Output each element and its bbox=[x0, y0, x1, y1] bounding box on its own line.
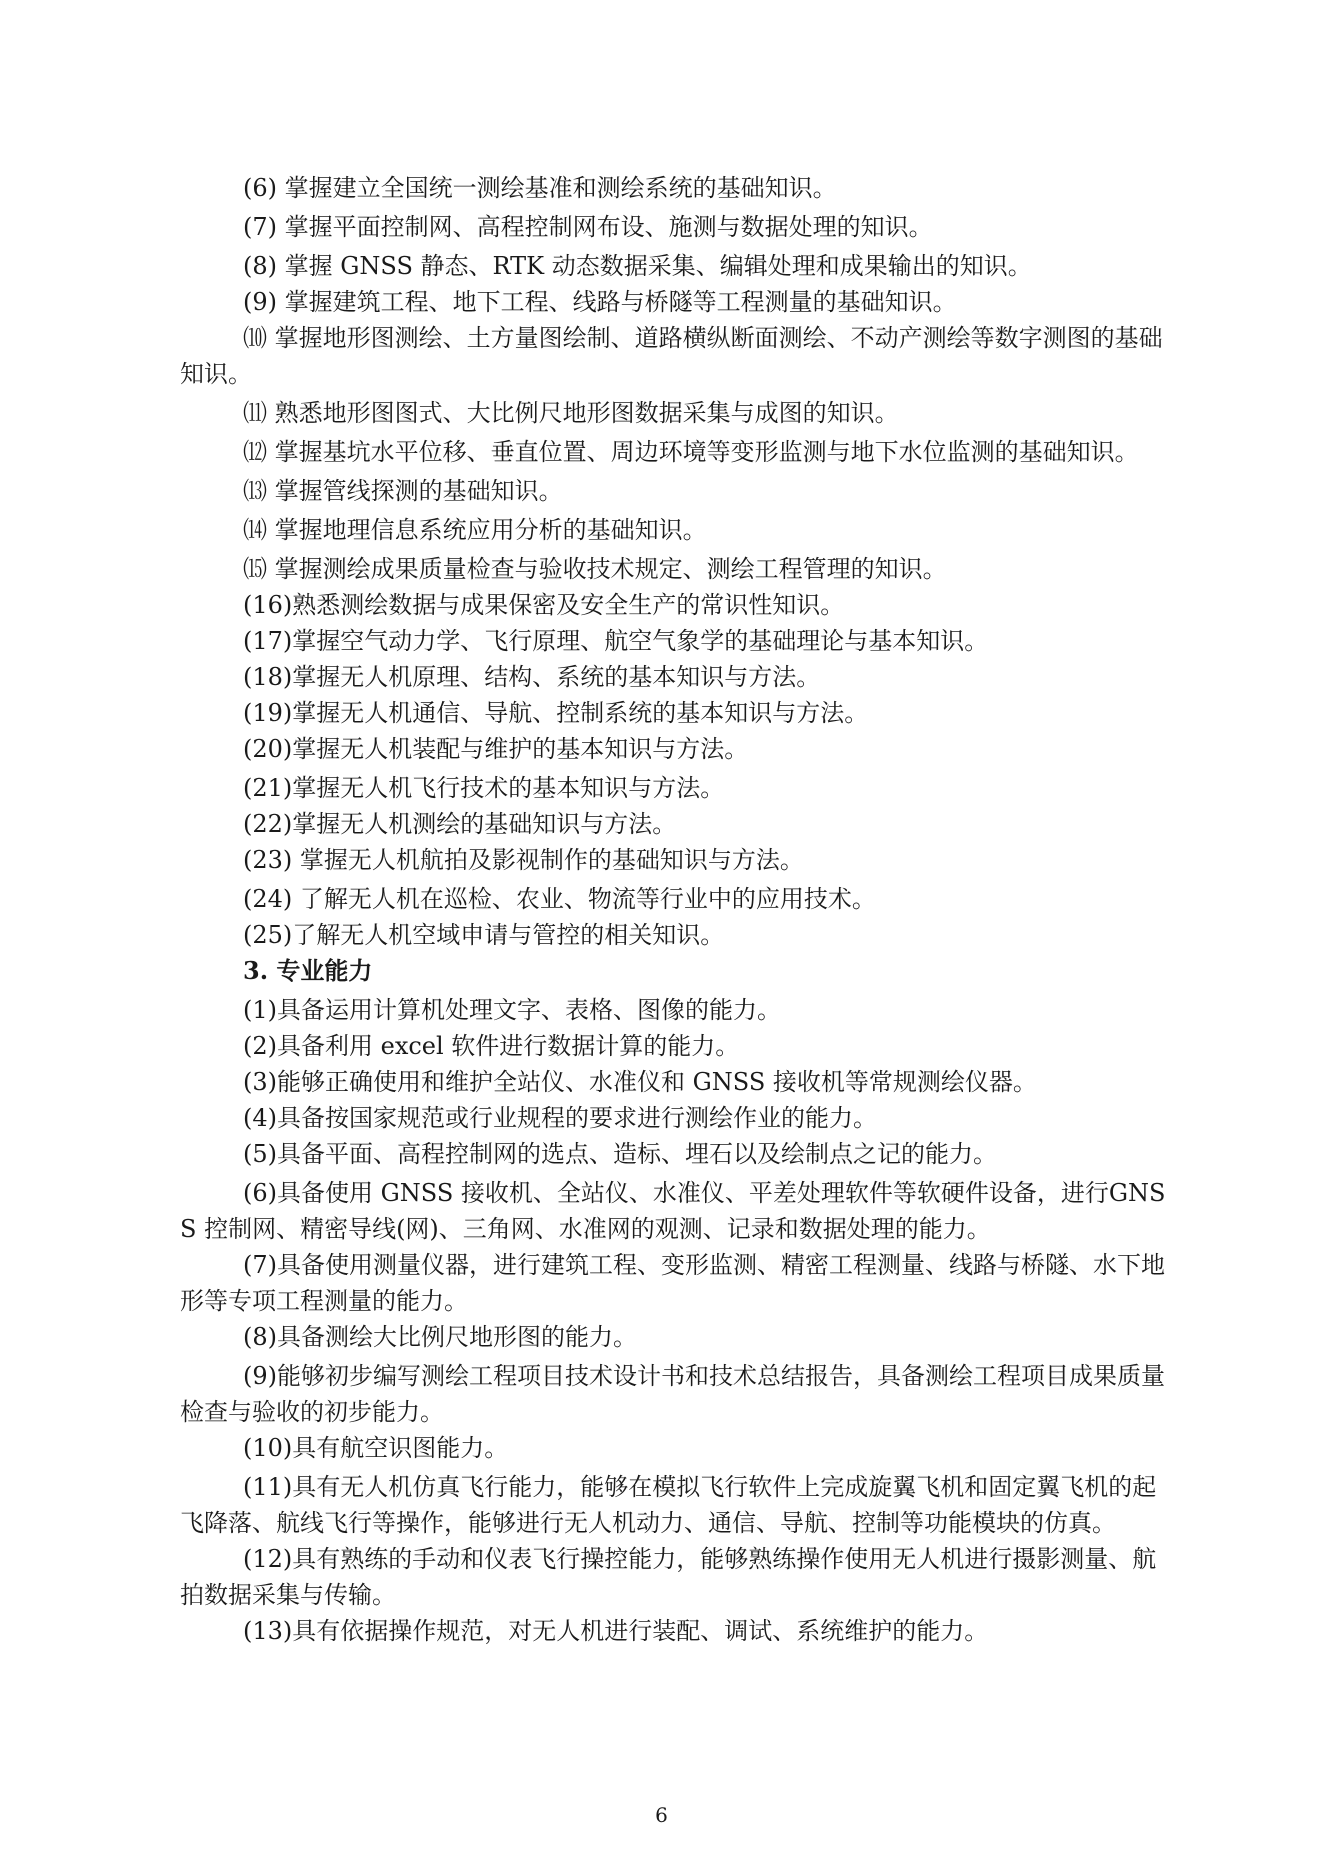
ability-item-2: (2)具备利用 excel 软件进行数据计算的能力。 bbox=[243, 1032, 740, 1060]
knowledge-item-17: (17)掌握空气动力学、飞行原理、航空气象学的基础理论与基本知识。 bbox=[243, 627, 989, 655]
knowledge-item-25: (25)了解无人机空域申请与管控的相关知识。 bbox=[243, 921, 725, 949]
ability-item-3: (3)能够正确使用和维护全站仪、水准仪和 GNSS 接收机等常规测绘仪器。 bbox=[243, 1068, 1037, 1096]
knowledge-item-19: (19)掌握无人机通信、导航、控制系统的基本知识与方法。 bbox=[243, 699, 869, 727]
knowledge-item-21: (21)掌握无人机飞行技术的基本知识与方法。 bbox=[243, 774, 725, 802]
ability-item-7: (7)具备使用测量仪器，进行建筑工程、变形监测、精密工程测量、线路与桥隧、水下地形等专项工程测量的能力。 bbox=[180, 1251, 1165, 1315]
knowledge-item-24: (24) 了解无人机在巡检、农业、物流等行业中的应用技术。 bbox=[243, 885, 876, 913]
page-number: 6 bbox=[655, 1803, 668, 1827]
knowledge-item-12: ⑿ 掌握基坑水平位移、垂直位置、周边环境等变形监测与地下水位监测的基础知识。 bbox=[243, 438, 1139, 466]
ability-item-4: (4)具备按国家规范或行业规程的要求进行测绘作业的能力。 bbox=[243, 1104, 877, 1132]
ability-item-11: (11)具有无人机仿真飞行能力，能够在模拟飞行软件上完成旋翼飞机和固定翼飞机的起飞降落、航线飞行等操作，能够进行无人机动力、通信、导航、控制等功能模块的仿真。 bbox=[180, 1473, 1157, 1537]
knowledge-item-15: ⒂ 掌握测绘成果质量检查与验收技术规定、测绘工程管理的知识。 bbox=[243, 555, 947, 583]
ability-item-5: (5)具备平面、高程控制网的选点、造标、埋石以及绘制点之记的能力。 bbox=[243, 1140, 997, 1168]
knowledge-item-14: ⒁ 掌握地理信息系统应用分析的基础知识。 bbox=[243, 516, 707, 544]
knowledge-item-7: (7) 掌握平面控制网、高程控制网布设、施测与数据处理的知识。 bbox=[243, 213, 933, 241]
knowledge-item-9: (9) 掌握建筑工程、地下工程、线路与桥隧等工程测量的基础知识。 bbox=[243, 288, 957, 316]
page-body bbox=[180, 170, 1170, 1649]
knowledge-item-8: (8) 掌握 GNSS 静态、RTK 动态数据采集、编辑处理和成果输出的知识。 bbox=[243, 252, 1032, 280]
knowledge-item-11: ⑾ 熟悉地形图图式、大比例尺地形图数据采集与成图的知识。 bbox=[243, 399, 899, 427]
section-heading-professional-ability: 3. 专业能力 bbox=[243, 956, 373, 985]
ability-item-9: (9)能够初步编写测绘工程项目技术设计书和技术总结报告，具备测绘工程项目成果质量检查与验收的初步能力。 bbox=[180, 1362, 1165, 1426]
ability-item-1: (1)具备运用计算机处理文字、表格、图像的能力。 bbox=[243, 996, 781, 1024]
ability-item-6: (6)具备使用 GNSS 接收机、全站仪、水准仪、平差处理软件等软硬件设备，进行GNSS 控制网、精密导线(网)、三角网、水准网的观测、记录和数据处理的能力。 bbox=[180, 1179, 1166, 1243]
knowledge-item-6: (6) 掌握建立全国统一测绘基准和测绘系统的基础知识。 bbox=[243, 174, 837, 202]
knowledge-item-22: (22)掌握无人机测绘的基础知识与方法。 bbox=[243, 810, 677, 838]
knowledge-item-20: (20)掌握无人机装配与维护的基本知识与方法。 bbox=[243, 735, 749, 763]
ability-item-10: (10)具有航空识图能力。 bbox=[243, 1434, 509, 1462]
knowledge-item-13: ⒀ 掌握管线探测的基础知识。 bbox=[243, 477, 563, 505]
ability-item-12: (12)具有熟练的手动和仪表飞行操控能力，能够熟练操作使用无人机进行摄影测量、航拍数据采集与传输。 bbox=[180, 1545, 1157, 1609]
ability-item-8: (8)具备测绘大比例尺地形图的能力。 bbox=[243, 1323, 637, 1351]
knowledge-item-23: (23) 掌握无人机航拍及影视制作的基础知识与方法。 bbox=[243, 846, 804, 874]
knowledge-item-16: (16)熟悉测绘数据与成果保密及安全生产的常识性知识。 bbox=[243, 591, 845, 619]
knowledge-item-10: ⑽ 掌握地形图测绘、土方量图绘制、道路横纵断面测绘、不动产测绘等数字测图的基础知识。 bbox=[180, 324, 1163, 388]
ability-item-13: (13)具有依据操作规范，对无人机进行装配、调试、系统维护的能力。 bbox=[243, 1617, 989, 1645]
knowledge-item-18: (18)掌握无人机原理、结构、系统的基本知识与方法。 bbox=[243, 663, 821, 691]
